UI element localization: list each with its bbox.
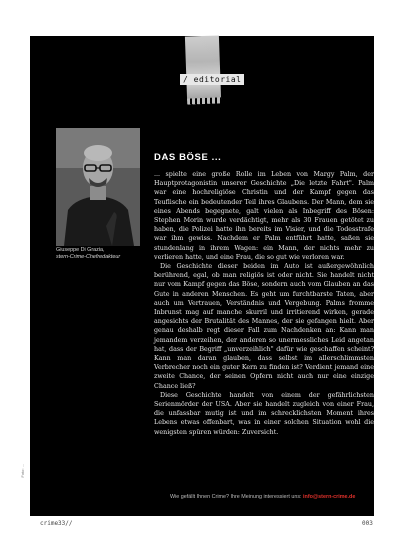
feedback-footer — [170, 494, 374, 500]
paragraph-3: Diese Geschichte handelt von einem der gefährlichsten Serienmörder der USA. Aber sie handelt zugleich von einer Frau, die unfassbar mutig ist und im schrecklichsten Moment ihres Lebens etwas offenbart, was in einer solchen Situation wohl die wenigsten spüren würden: Zuversicht. — [154, 391, 374, 436]
paragraph-2: Die Geschichte dieser beiden im Auto ist außergewöhnlich berührend, egal, ob man religiös ist oder nicht. Sie handelt nicht nur vom Kampf gegen das Böse, sondern auch vom Glauben an das Gute in anderen Menschen. Es geht um furchtbarste Taten, aber auch um Vertrauen, Verständnis und Vergebung. Palms fromme Inbrunst mag auf manche skurril und irritierend wirken, gerade angesichts der Brutalität des Mannes, der sie gefangen hielt. Aber genau deshalb regt dieser Fall zum Nachdenken an: Kann man jemandem verzeihen, der anderen so unermessliches Leid angetan hat, dass der Begriff „unverzeihlich" dafür wie geschaffen scheint? Kann man daran glauben, dass selbst im allerschlimmsten Verbrecher noch ein guter Kern zu finden ist? Verdient jemand eine zweite Chance, der seinen Opfern nicht auch nur eine einzige Chance ließ? — [154, 263, 374, 390]
magazine-issue-label: crime33// — [40, 520, 73, 527]
article-body — [154, 170, 374, 437]
photo-credit: Foto: ... — [20, 464, 25, 478]
caption-name: Giuseppe Di Grazia, — [56, 247, 105, 253]
paragraph-1: ... spielte eine große Rolle im Leben von Margy Palm, der Hauptprotagonistin unserer Geschichte „Die letzte Fahrt". Palm war eine hochreligiöse Christin und der Kampf gegen das Teuflische ein bedeutender Teil ihres Glaubens. Der Mann, dem sie eines Abends begegnete, galt vielen als Inbegriff des Bösen: Stephen Morin wurde verdächtigt, mehr als 30 Frauen getötet zu haben, die Polizei hatte ihn bereits im Visier, und die Todesstrafe war ihm gewiss. Nachdem er Palm entführt hatte, saßen sie stundenlang in ihrem Wagen: ein Mann, der nichts mehr zu verlieren hatte, und eine Frau, die so gut wie verloren war. — [154, 171, 374, 261]
author-photo — [56, 128, 140, 246]
feedback-email-link[interactable]: info@stern-crime.de — [303, 494, 356, 500]
caption-role: stern-Crime-Chefredakteur — [56, 254, 121, 260]
tape-strip — [185, 35, 221, 100]
photo-caption — [56, 247, 156, 261]
section-label: / editorial — [180, 74, 244, 85]
feedback-text: Wie gefällt Ihnen Crime? Ihre Meinung interessiert uns: — [170, 494, 304, 500]
article-headline: DAS BÖSE ... — [154, 152, 222, 163]
page-number: 003 — [362, 520, 373, 527]
